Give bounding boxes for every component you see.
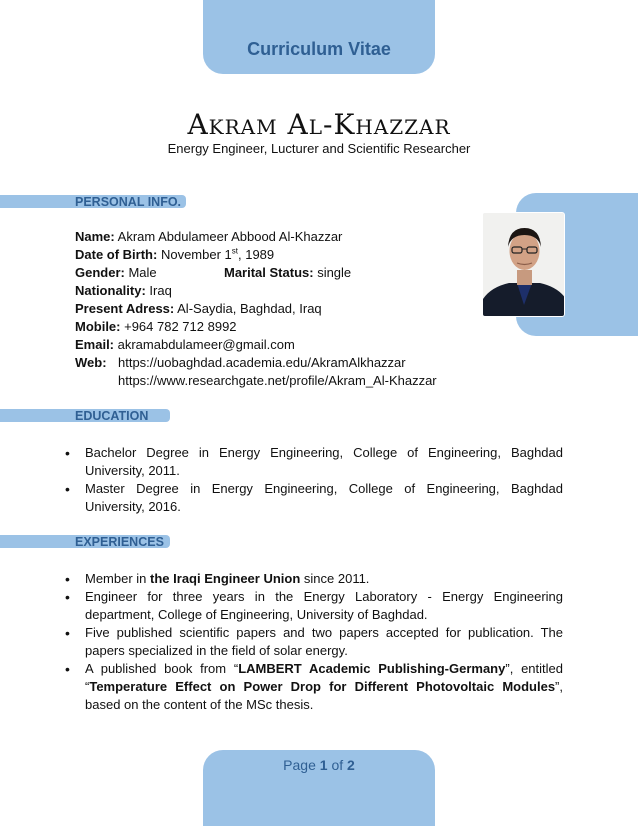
- address-value: Al-Saydia, Baghdad, Iraq: [174, 301, 322, 316]
- education-item: • Master Degree in Energy Engineering, College of Engineering, Baghdad University, 2016.: [63, 480, 563, 516]
- experience-text: ”, based on the content of the MSc thesis.: [85, 679, 563, 712]
- experience-text: since 2011.: [300, 571, 370, 586]
- experience-text: ”, entitled “: [85, 661, 563, 694]
- person-portrait-icon: [483, 213, 565, 317]
- gender-label: Gender:: [75, 265, 125, 280]
- page-total: 2: [347, 757, 355, 773]
- page-word: Page: [283, 757, 320, 773]
- book-title: Temperature Effect on Power Drop for Different Photovoltaic Modules: [89, 679, 556, 694]
- experience-item-lab: • Engineer for three years in the Energy Laboratory - Energy Engineering department, College of Engineering, University of Baghdad.: [63, 588, 563, 624]
- experiences-list: [63, 570, 563, 714]
- cv-heading: Curriculum Vitae: [247, 39, 391, 59]
- marital-row: [224, 264, 351, 282]
- address-row: [75, 300, 322, 318]
- education-list: [63, 444, 563, 516]
- experiences-heading: EXPERIENCES: [75, 535, 164, 549]
- header-tab: [203, 0, 435, 74]
- dob-year: , 1989: [238, 247, 275, 262]
- experience-item-book: [63, 660, 563, 714]
- marital-value: single: [313, 265, 352, 280]
- mobile-row: [75, 318, 237, 336]
- gender-value: Male: [124, 265, 157, 280]
- name-label: Name:: [75, 229, 115, 244]
- dob-suffix: st: [231, 246, 238, 256]
- page-indicator: [203, 757, 435, 773]
- nationality-label: Nationality:: [75, 283, 146, 298]
- marital-label: Marital Status:: [224, 265, 314, 280]
- experience-item-papers: • Five published scientific papers and two papers accepted for publication. The papers specialized in the field of solar energy.: [63, 624, 563, 660]
- person-name: Akram Al-Khazzar: [187, 108, 451, 141]
- experience-text: A published book from “: [85, 661, 239, 676]
- profile-photo: [482, 212, 565, 317]
- web-link-academia[interactable]: https://uobaghdad.academia.edu/AkramAlkhazzar: [118, 355, 406, 370]
- dob-row: [75, 246, 274, 264]
- publisher-name: LAMBERT Academic Publishing-Germany: [238, 661, 506, 676]
- education-heading: EDUCATION: [75, 409, 149, 423]
- experience-item-union: [63, 570, 563, 588]
- email-value[interactable]: akramabdulameer@gmail.com: [114, 337, 295, 352]
- education-item: • Bachelor Degree in Energy Engineering, College of Engineering, Baghdad University, 2011.: [63, 444, 563, 480]
- nationality-row: [75, 282, 172, 300]
- address-label: Present Adress:: [75, 301, 175, 316]
- footer-tab: [203, 750, 435, 826]
- web-row: [75, 354, 107, 372]
- person-subtitle: Energy Engineer, Lucturer and Scientific Researcher: [167, 141, 471, 156]
- email-label: Email:: [75, 337, 115, 352]
- mobile-value: +964 782 712 8992: [120, 319, 237, 334]
- page-current: 1: [319, 757, 328, 773]
- personal-info-heading: PERSONAL INFO.: [75, 195, 182, 209]
- dob-label: Date of Birth:: [75, 247, 158, 262]
- nationality-value: Iraq: [145, 283, 172, 298]
- page-of: of: [327, 757, 348, 773]
- web-link-researchgate[interactable]: https://www.researchgate.net/profile/Akram_Al-Khazzar: [118, 373, 437, 388]
- mobile-label: Mobile:: [75, 319, 121, 334]
- gender-row: [75, 264, 157, 282]
- dob-value: November 1: [157, 247, 232, 262]
- email-row: [75, 336, 295, 354]
- name-value: Akram Abdulameer Abbood Al-Khazzar: [114, 229, 343, 244]
- name-row: [75, 228, 342, 246]
- web-label: Web:: [75, 355, 107, 370]
- experience-text: Member in: [85, 571, 151, 586]
- experience-bold: the Iraqi Engineer Union: [150, 571, 301, 586]
